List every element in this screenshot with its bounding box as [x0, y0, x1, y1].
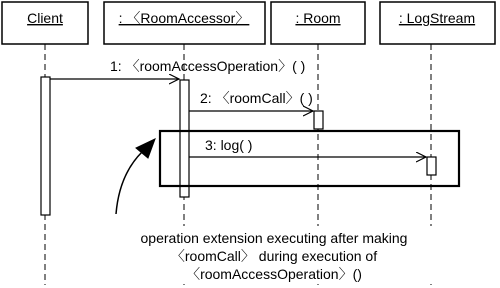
- activation-client: [41, 77, 50, 215]
- annotation-note: [112, 226, 436, 284]
- annotation-line-1: operation extension executing after making: [140, 230, 408, 246]
- message-3-label: 3: log( ): [205, 137, 253, 153]
- lifeline-room-accessor-label: : 〈RoomAccessor〉: [118, 10, 250, 26]
- message-2-label: 2: 〈roomCall〉( ): [200, 90, 313, 106]
- message-3: [189, 137, 426, 157]
- activation-room: [314, 111, 323, 129]
- lifeline-client-label: Client: [27, 10, 63, 26]
- annotation-pointer: [116, 152, 142, 214]
- message-2: [189, 90, 313, 111]
- activation-room-accessor: [180, 80, 189, 197]
- annotation-line-2: 〈roomCall〉 during execution of: [170, 248, 378, 264]
- lifeline-logstream-label: : LogStream: [398, 10, 476, 26]
- lifeline-room-label: : Room: [295, 10, 341, 26]
- activation-logstream: [427, 157, 436, 175]
- message-1-label: 1: 〈roomAccessOperation〉( ): [110, 58, 306, 74]
- annotation-line-3: 〈roomAccessOperation〉(): [186, 266, 362, 282]
- message-1: [50, 58, 305, 79]
